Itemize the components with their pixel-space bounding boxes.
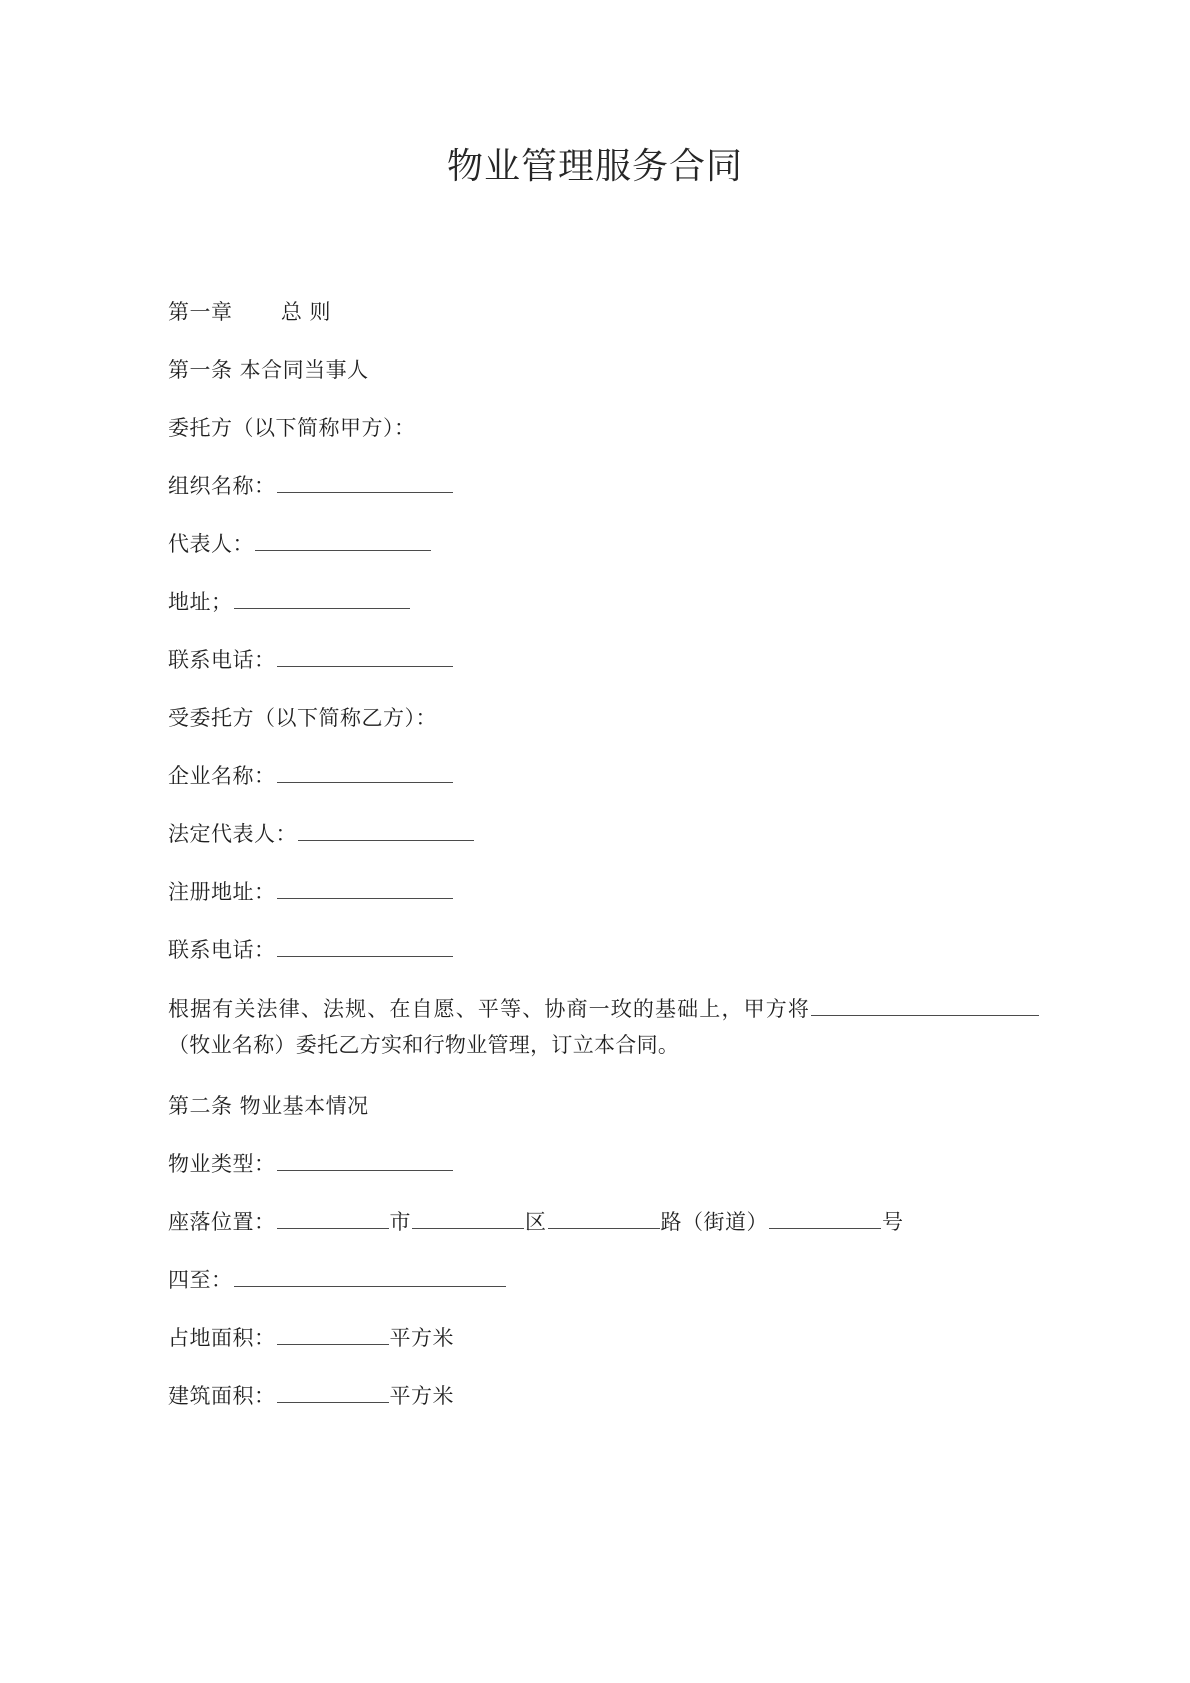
article-two-heading: 第二条 物业基本情况 <box>168 1094 369 1118</box>
chapter-heading <box>168 283 1040 341</box>
field-party-b-registered-address <box>168 863 1040 921</box>
location-unit-district: 区 <box>525 1210 547 1234</box>
field-label: 联系电话： <box>168 938 276 962</box>
fill-in-blank-number[interactable] <box>769 1208 881 1229</box>
fill-in-blank[interactable] <box>277 762 453 783</box>
field-label: 地址； <box>168 590 233 614</box>
field-label: 建筑面积： <box>168 1384 276 1408</box>
fill-in-blank[interactable] <box>277 936 453 957</box>
fill-in-blank-property-name[interactable] <box>811 995 1039 1016</box>
location-unit-city: 市 <box>389 1210 411 1234</box>
field-property-boundaries <box>168 1251 1040 1309</box>
fill-in-blank[interactable] <box>277 878 453 899</box>
location-unit-road: 路（街道） <box>660 1210 768 1234</box>
land-area-unit: 平方米 <box>389 1326 454 1350</box>
chapter-number: 第一章 <box>168 300 233 324</box>
party-b-heading: 受委托方（以下简称乙方）： <box>168 706 437 730</box>
fill-in-blank[interactable] <box>234 588 410 609</box>
field-party-a-org-name <box>168 457 1040 515</box>
field-label: 代表人： <box>168 532 254 556</box>
field-property-type <box>168 1135 1040 1193</box>
fill-in-blank[interactable] <box>277 472 453 493</box>
field-label: 组织名称： <box>168 474 276 498</box>
field-party-a-phone <box>168 631 1040 689</box>
field-label: 企业名称： <box>168 764 276 788</box>
field-party-a-representative <box>168 515 1040 573</box>
field-land-area <box>168 1309 1040 1367</box>
preamble-text-part-2: （牧业名称）委托乙方实和行物业管理，订立本合同。 <box>168 1033 680 1057</box>
field-label: 物业类型： <box>168 1152 276 1176</box>
fill-in-blank[interactable] <box>277 1150 453 1171</box>
field-label: 法定代表人： <box>168 822 297 846</box>
preamble-paragraph <box>168 991 1040 1063</box>
location-unit-number: 号 <box>882 1210 904 1234</box>
fill-in-blank[interactable] <box>277 1382 389 1403</box>
fill-in-blank[interactable] <box>277 646 453 667</box>
field-label: 联系电话： <box>168 648 276 672</box>
field-party-b-phone <box>168 921 1040 979</box>
fill-in-blank-road[interactable] <box>548 1208 660 1229</box>
field-label: 座落位置： <box>168 1210 276 1234</box>
article-one-heading: 第一条 本合同当事人 <box>168 358 369 382</box>
fill-in-blank[interactable] <box>298 820 474 841</box>
fill-in-blank-city[interactable] <box>277 1208 389 1229</box>
party-a-heading: 委托方（以下简称甲方）： <box>168 416 416 440</box>
preamble-text-part-1: 根据有关法律、法规、在自愿、平等、协商一玫的基础上，甲方将 <box>168 997 810 1021</box>
document-body <box>168 283 1040 1425</box>
fill-in-blank-district[interactable] <box>412 1208 524 1229</box>
fill-in-blank[interactable] <box>234 1266 506 1287</box>
field-party-b-legal-representative <box>168 805 1040 863</box>
field-party-b-company-name <box>168 747 1040 805</box>
field-label: 注册地址： <box>168 880 276 904</box>
chapter-name: 总 则 <box>280 300 332 324</box>
field-building-area <box>168 1367 1040 1425</box>
field-party-a-address <box>168 573 1040 631</box>
field-property-location <box>168 1193 1040 1251</box>
field-label: 四至： <box>168 1268 233 1292</box>
page-title: 物业管理服务合同 <box>446 146 743 187</box>
fill-in-blank[interactable] <box>255 530 431 551</box>
field-label: 占地面积： <box>168 1326 276 1350</box>
fill-in-blank[interactable] <box>277 1324 389 1345</box>
building-area-unit: 平方米 <box>389 1384 454 1408</box>
